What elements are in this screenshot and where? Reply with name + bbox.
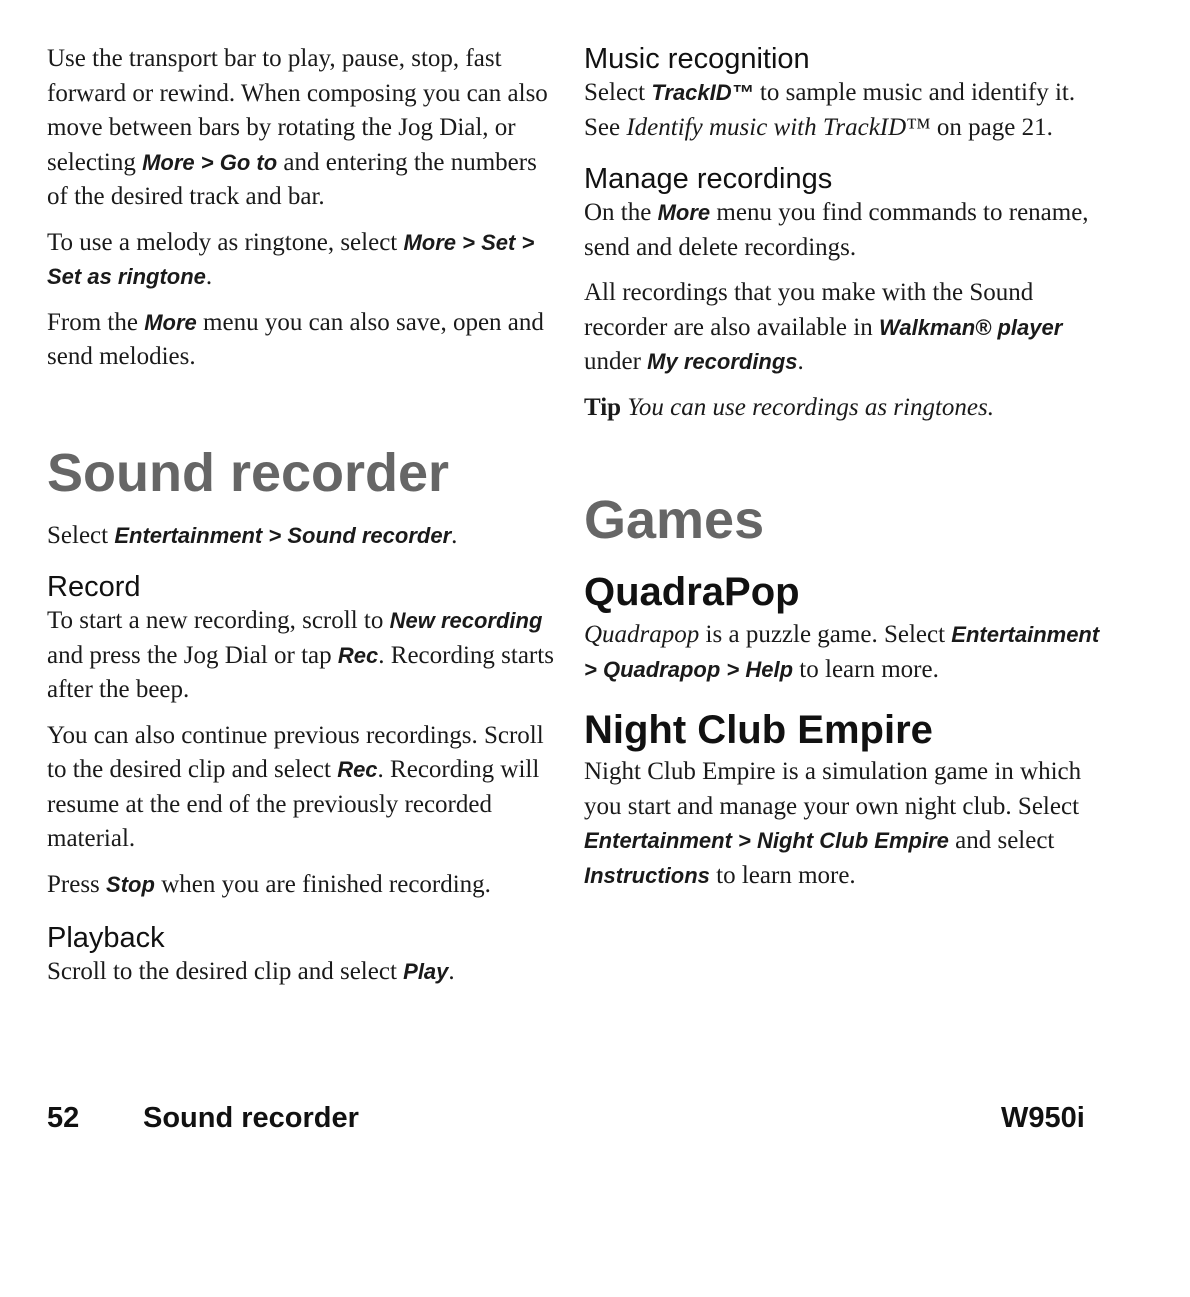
right-column xyxy=(584,40,1104,893)
ui-term: Stop xyxy=(106,871,155,897)
ui-term: Instructions xyxy=(584,862,710,888)
tip-paragraph xyxy=(584,391,1104,426)
intro-paragraph-3: From the More menu you can also save, open and send melodies. xyxy=(47,308,544,370)
footer-section-title: Sound recorder xyxy=(143,1102,359,1134)
footer-model: W950i xyxy=(1001,1102,1085,1134)
ui-term: New recording xyxy=(389,608,543,633)
ui-term: Walkman® player xyxy=(878,314,1063,340)
footer-page-number: 52 xyxy=(47,1102,80,1134)
ui-term: TrackID™ xyxy=(651,80,754,105)
music-recognition-paragraph: Select TrackID™ to sample music and identify it. See Identify music with TrackID™ on page 21. xyxy=(584,79,1076,141)
sound-recorder-title: Sound recorder xyxy=(47,442,450,503)
ui-term: More > Go to xyxy=(142,149,278,175)
music-recognition-heading: Music recognition xyxy=(584,43,810,75)
game-name: Quadrapop xyxy=(584,621,700,648)
intro-paragraph-1: Use the transport bar to play, pause, stop, fast forward or rewind. When composing you can also move between bars by rotating the Jog Dial, or selecting More > Go to and entering the numbers of the desired track and bar. xyxy=(47,45,548,210)
playback-paragraph: Scroll to the desired clip and select Play. xyxy=(47,958,455,985)
ui-term: Entertainment > Night Club Empire xyxy=(584,828,949,853)
tip-text: You can use recordings as ringtones. xyxy=(621,393,995,421)
night-club-empire-paragraph: Night Club Empire is a simulation game in which you start and manage your own night club. Select Entertainment > Night Club Empire and select Instructions to learn more. xyxy=(584,758,1082,889)
manage-recordings-paragraph-2: All recordings that you make with the Sound recorder are also available in Walkman® player under My recordings. xyxy=(584,279,1063,375)
record-paragraph-2: You can also continue previous recordings. Scroll to the desired clip and select Rec. Recording will resume at the end of the previously recorded material. xyxy=(47,721,544,852)
playback-heading: Playback xyxy=(47,922,165,954)
record-heading: Record xyxy=(47,571,141,603)
record-paragraph-3: Press Stop when you are finished recording. xyxy=(47,870,491,898)
ui-term: More > Set > Set as ringtone xyxy=(47,229,535,289)
ui-term: Entertainment > Sound recorder xyxy=(114,522,452,548)
left-column xyxy=(47,40,559,990)
ui-term: More xyxy=(657,200,711,225)
manage-recordings-heading: Manage recordings xyxy=(584,163,833,195)
manage-recordings-paragraph-1: On the More menu you find commands to rename, send and delete recordings. xyxy=(584,199,1089,261)
cross-reference: Identify music with TrackID xyxy=(626,113,907,141)
ui-term: Entertainment > Quadrapop > Help xyxy=(584,622,1100,682)
quadrapop-heading: QuadraPop xyxy=(584,570,800,614)
ui-term: More xyxy=(144,309,197,335)
games-title: Games xyxy=(584,490,765,550)
night-club-empire-heading: Night Club Empire xyxy=(584,708,933,752)
sound-recorder-select-paragraph: Select Entertainment > Sound recorder. xyxy=(47,521,458,549)
ui-term: Play xyxy=(403,959,449,984)
quadrapop-paragraph: Quadrapop is a puzzle game. Select Entertainment > Quadrapop > Help to learn more. xyxy=(584,621,1100,683)
intro-paragraph-2: To use a melody as ringtone, select More > Set > Set as ringtone. xyxy=(47,228,535,290)
ui-term: My recordings xyxy=(647,349,798,374)
tip-label: Tip xyxy=(584,393,622,421)
record-paragraph-1: To start a new recording, scroll to New recording and press the Jog Dial or tap Rec. Recording starts after the beep. xyxy=(47,607,554,703)
ui-term: Rec xyxy=(337,757,378,782)
ui-term: Rec xyxy=(337,642,379,668)
